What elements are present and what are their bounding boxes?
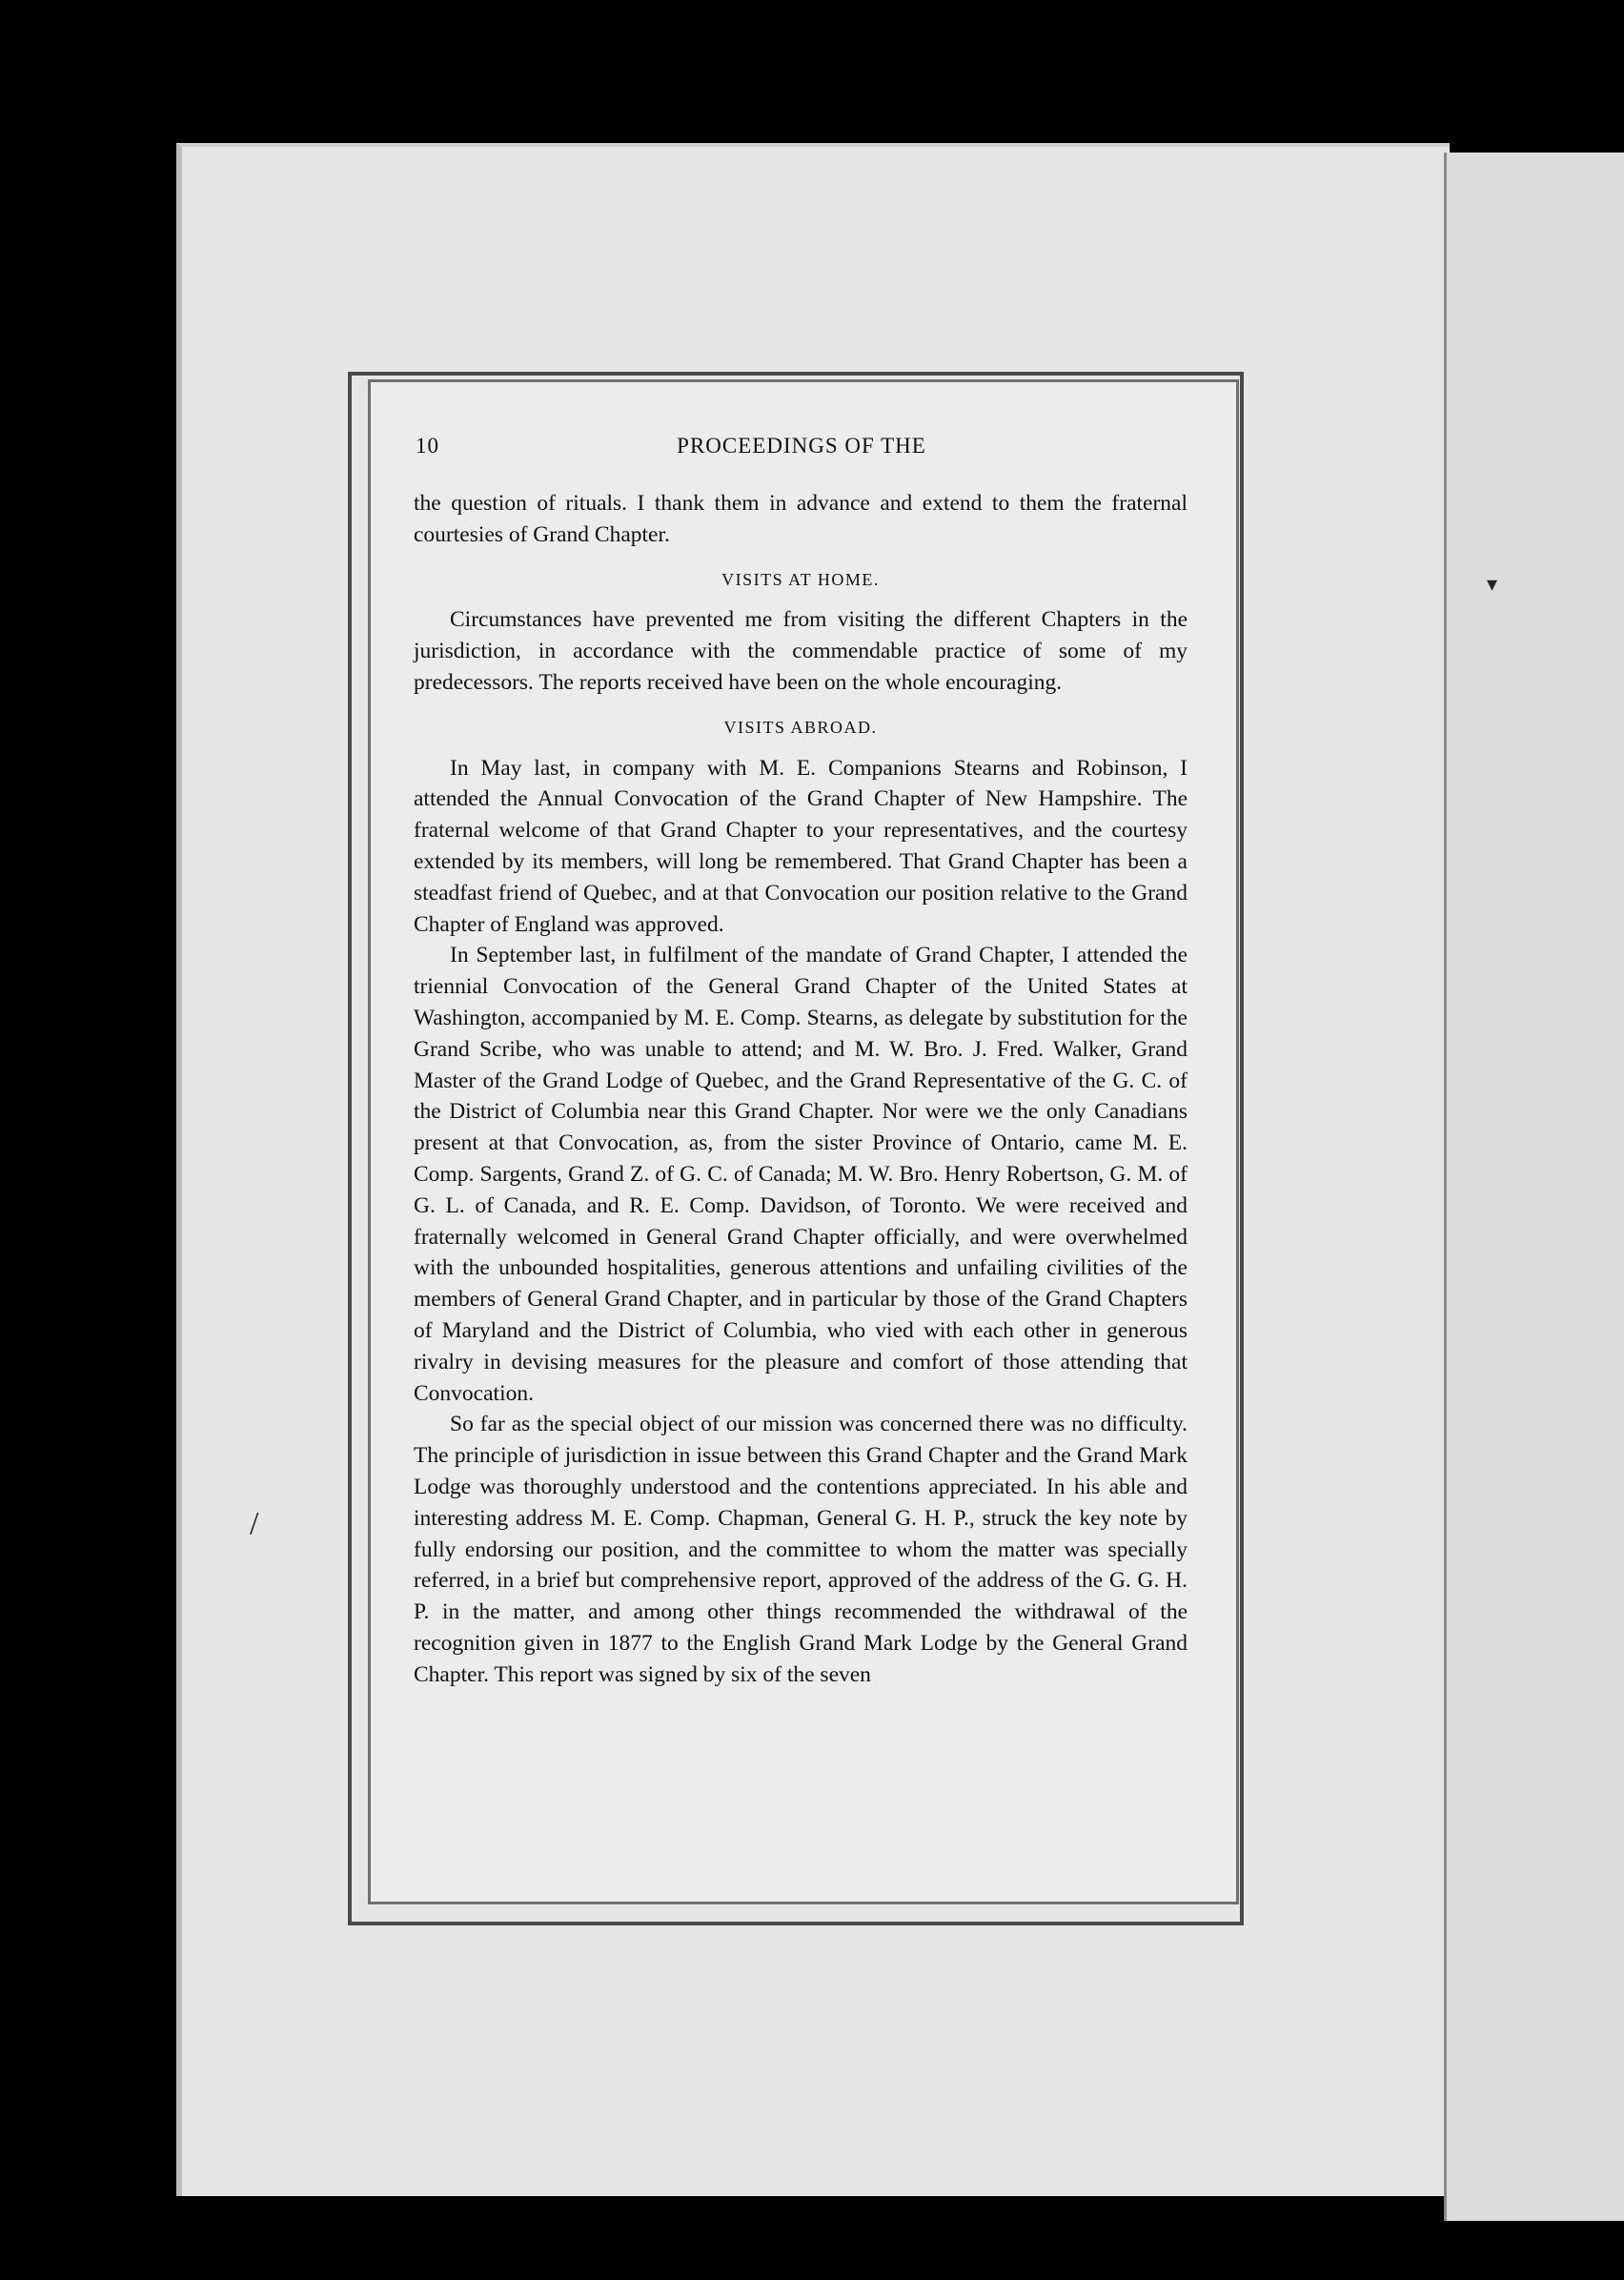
paragraph-may-convocation: In May last, in company with M. E. Companions Stearns and Robinson, I attended the Annual Convocation of the Grand Chapter of New Hampshire. The fraternal welcome of that Grand Chapter to your representatives, and the courtesy extended by its members, will long be remembered. That Grand Chapter has been a steadfast friend of Quebec, and at that Convocation our position relative to the Grand Chapter of England was approved. [414, 755, 1188, 937]
facing-page-edge [1444, 153, 1624, 2221]
body-text [414, 488, 1188, 1690]
paragraph-continuation: the question of rituals. I thank them in advance and extend to them the fraternal courtesies of Grand Chapter. [414, 491, 1188, 547]
ink-speck: ▾ [1487, 572, 1498, 596]
section-heading-visits-at-home: VISITS AT HOME. [721, 569, 880, 589]
section-heading-visits-abroad: VISITS ABROAD. [723, 717, 878, 737]
paragraph-visits-at-home: Circumstances have prevented me from visiting the different Chapters in the jurisdiction, in accordance with the commendable practice of some of my predecessors. The reports received have been on the whole encouraging. [414, 607, 1188, 695]
paragraph-special-object: So far as the special object of our mission was concerned there was no difficulty. The principle of jurisdiction in issue between this Grand Chapter and the Grand Mark Lodge was thoroughly understood and the contentions appreciated. In his able and interesting address M. E. Comp. Chapman, General G. H. P., struck the key note by fully endorsing our position, and the committee to whom the matter was specially referred, in a brief but comprehensive report, approved of the address of the G. G. H. P. in the matter, and among other things recommended the withdrawal of the recognition given in 1877 to the English Grand Mark Lodge by the General Grand Chapter. This report was signed by six of the seven [414, 1412, 1188, 1687]
paragraph-september-convocation: In September last, in fulfilment of the mandate of Grand Chapter, I attended the triennial Convocation of the General Grand Chapter of the United States at Washington, accompanied by M. E. Comp. Stearns, as delegate by substitution for the Grand Scribe, who was unable to attend; and M. W. Bro. J. Fred. Walker, Grand Master of the Grand Lodge of Quebec, and the Grand Representative of the G. C. of the District of Columbia near this Grand Chapter. Nor were we the only Canadians present at that Convocation, as, from the sister Province of Ontario, came M. E. Comp. Sargents, Grand Z. of G. C. of Canada; M. W. Bro. Henry Robertson, G. M. of G. L. of Canada, and R. E. Comp. Davidson, of Toronto. We were received and fraternally welcomed in General Grand Chapter officially, and were overwhelmed with the unbounded hospitalities, generous attentions and unfailing civilities of the members of General Grand Chapter, and in particular by those of the Grand Chapters of Maryland and the District of Columbia, who vied with each other in generous rivalry in devising measures for the pleasure and comfort of those attending that Convocation. [414, 943, 1188, 1406]
page-header [416, 434, 1188, 472]
running-head: PROCEEDINGS OF THE [677, 434, 926, 458]
pencil-mark: / [250, 1506, 259, 1541]
page-number: 10 [416, 434, 439, 458]
